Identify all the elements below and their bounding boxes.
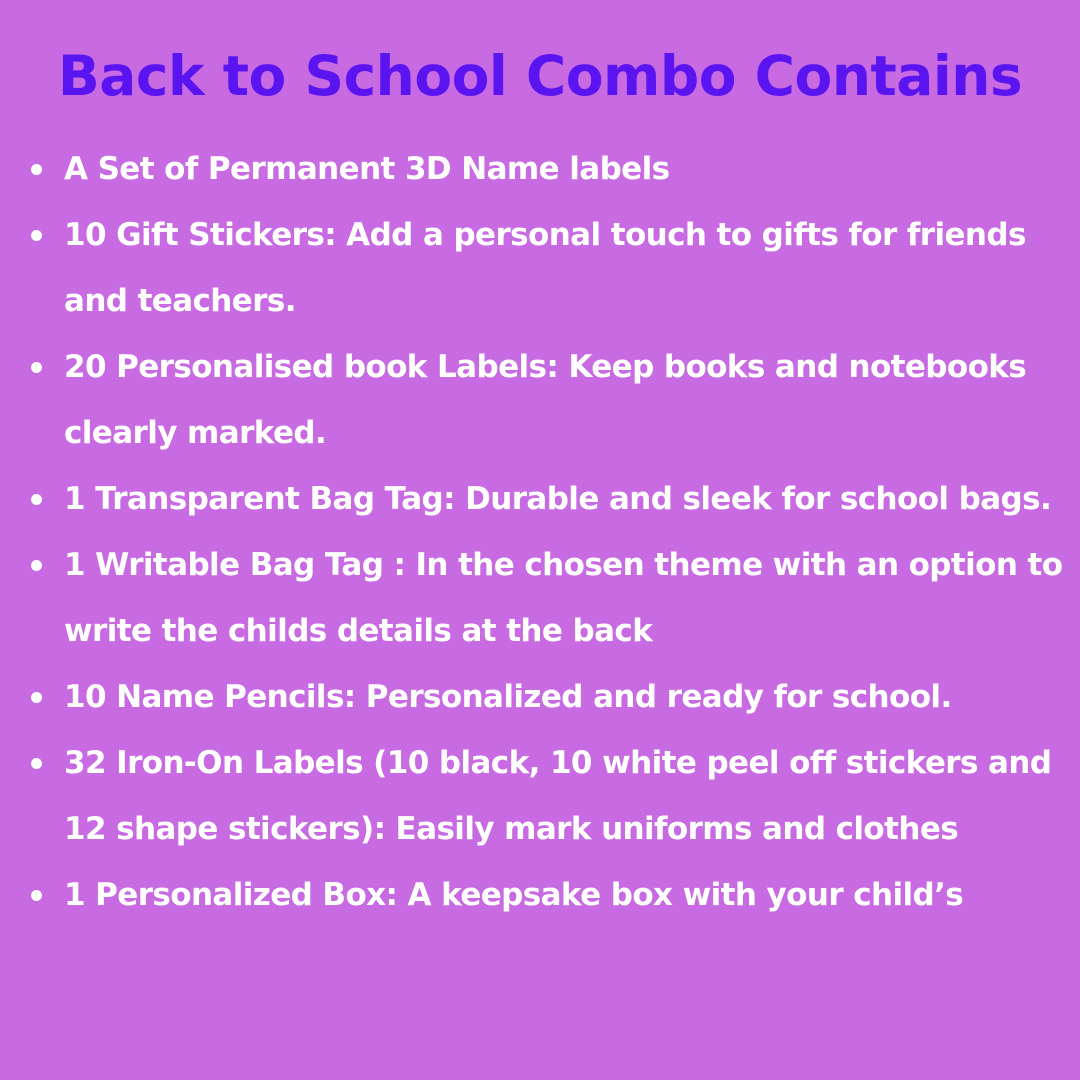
list-item bbox=[0, 664, 1080, 730]
bullet-icon bbox=[31, 494, 42, 505]
bullet-icon bbox=[31, 230, 42, 241]
list-item bbox=[0, 466, 1080, 532]
list-item-text: 1 Personalized Box: A keepsake box with your child’s bbox=[64, 877, 964, 913]
list-item-text: 20 Personalised book Labels: Keep books and notebooks clearly marked. bbox=[64, 349, 1027, 451]
list-item-text: 32 Iron-On Labels (10 black, 10 white peel off stickers and 12 shape stickers): Easily mark uniforms and clothes bbox=[64, 745, 1052, 847]
list-item-text: 1 Transparent Bag Tag: Durable and sleek for school bags. bbox=[64, 481, 1052, 517]
contents-list bbox=[0, 136, 1080, 928]
bullet-icon bbox=[31, 692, 42, 703]
list-item bbox=[0, 730, 1080, 862]
list-item bbox=[0, 862, 1080, 928]
list-item-text: A Set of Permanent 3D Name labels bbox=[64, 151, 670, 187]
bullet-icon bbox=[31, 362, 42, 373]
list-item bbox=[0, 532, 1080, 664]
page-title: Back to School Combo Contains bbox=[57, 44, 1023, 108]
list-item bbox=[0, 334, 1080, 466]
bullet-icon bbox=[31, 560, 42, 571]
list-item-text: 10 Gift Stickers: Add a personal touch to gifts for friends and teachers. bbox=[64, 217, 1026, 319]
list-item-text: 1 Writable Bag Tag : In the chosen theme with an option to write the childs details at the back bbox=[64, 547, 1063, 649]
list-item-text: 10 Name Pencils: Personalized and ready for school. bbox=[64, 679, 952, 715]
list-item bbox=[0, 202, 1080, 334]
list-item bbox=[0, 136, 1080, 202]
bullet-icon bbox=[31, 758, 42, 769]
bullet-icon bbox=[31, 164, 42, 175]
bullet-icon bbox=[31, 890, 42, 901]
